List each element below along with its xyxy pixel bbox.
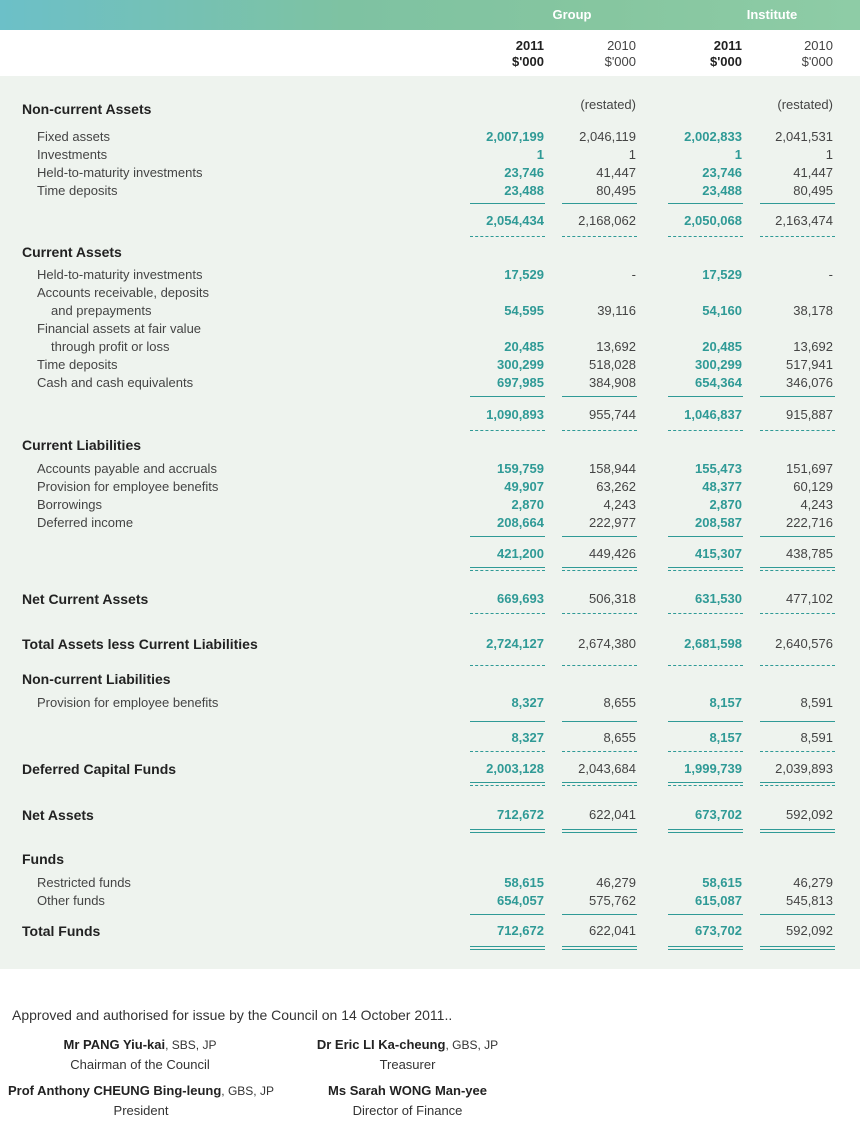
- cell-value: 80,495: [793, 183, 833, 198]
- cell-value: 151,697: [786, 461, 833, 476]
- cell-value: 13,692: [596, 339, 636, 354]
- col-institute-2010: [802, 38, 833, 70]
- row-label: Held-to-maturity investments: [37, 267, 203, 282]
- cell-value: 23,488: [504, 183, 544, 198]
- rule: [760, 567, 835, 571]
- rule: [562, 829, 637, 833]
- cell-value: 415,307: [695, 546, 742, 561]
- rule: [760, 829, 835, 833]
- cell-value: 2,168,062: [578, 213, 636, 228]
- cell-value: 2,046,119: [579, 129, 636, 144]
- cell-value: 158,944: [589, 461, 636, 476]
- cell-value: 1: [734, 147, 742, 162]
- cell-value: 20,485: [504, 339, 544, 354]
- cell-value: 1: [825, 147, 833, 162]
- cell-value: 208,664: [497, 515, 544, 530]
- cell-value: 17,529: [504, 267, 544, 282]
- section-heading-row: [0, 671, 860, 689]
- rule: [668, 536, 743, 537]
- row-label: Investments: [37, 147, 108, 162]
- rule: [668, 203, 743, 204]
- year-label: 2011: [713, 38, 742, 53]
- cell-value: 2,039,893: [775, 761, 833, 776]
- signatory: [6, 1081, 276, 1120]
- rule: [470, 829, 545, 833]
- rule: [470, 536, 545, 537]
- subtotal-row: [0, 407, 860, 425]
- rule: [760, 536, 835, 537]
- table-row: [0, 267, 860, 285]
- cell-value: 58,615: [702, 875, 742, 890]
- row-label: Time deposits: [37, 357, 118, 372]
- year-label: 2010: [804, 38, 833, 53]
- rule: [668, 567, 743, 571]
- summary-row: [0, 807, 860, 825]
- year-label: 2010: [607, 38, 636, 53]
- cell-value: 2,003,128: [486, 761, 544, 776]
- rule: [470, 946, 545, 950]
- institute-column-heading: Institute: [746, 7, 798, 22]
- cell-value: 41,447: [596, 165, 636, 180]
- cell-value: 208,587: [695, 515, 742, 530]
- table-row: [0, 515, 860, 533]
- section-title: Total Funds: [22, 923, 101, 939]
- cell-value: 955,744: [589, 407, 636, 422]
- year-label: 2011: [515, 38, 544, 53]
- cell-value: 622,041: [589, 923, 636, 938]
- cell-value: 8,591: [800, 730, 833, 745]
- section-title: Non-current Assets: [22, 101, 152, 117]
- section-heading-row: [0, 97, 860, 119]
- cell-value: 545,813: [786, 893, 833, 908]
- cell-value: 673,702: [695, 923, 742, 938]
- cell-value: 575,762: [589, 893, 636, 908]
- rule: [470, 430, 545, 431]
- subtotal-row: [0, 213, 860, 231]
- rule: [668, 665, 743, 666]
- cell-value: 673,702: [695, 807, 742, 822]
- section-heading-row: [0, 437, 860, 455]
- section-title: Total Assets less Current Liabilities: [22, 636, 258, 652]
- cell-value: 631,530: [695, 591, 742, 606]
- cell-value: 346,076: [786, 375, 833, 390]
- cell-value: 915,887: [786, 407, 833, 422]
- table-row: [0, 893, 860, 911]
- approval-footer: [0, 969, 860, 1129]
- cell-value: 654,057: [497, 893, 544, 908]
- section-heading-row: [0, 851, 860, 869]
- rule: [562, 236, 637, 237]
- cell-value: 46,279: [596, 875, 636, 890]
- table-row: [0, 165, 860, 183]
- cell-value: 80,495: [596, 183, 636, 198]
- cell-value: 2,870: [709, 497, 742, 512]
- summary-row: [0, 591, 860, 609]
- cell-value: 300,299: [497, 357, 544, 372]
- rule: [562, 203, 637, 204]
- cell-value: 23,746: [702, 165, 742, 180]
- rule: [470, 751, 545, 752]
- col-group-2011: [512, 38, 544, 70]
- rule: [562, 567, 637, 571]
- rule: [562, 665, 637, 666]
- row-label: and prepayments: [51, 303, 152, 318]
- cell-value: 58,615: [504, 875, 544, 890]
- subtotal-row: [0, 546, 860, 564]
- row-label: Time deposits: [37, 183, 118, 198]
- cell-value: 2,050,068: [684, 213, 742, 228]
- rule: [760, 914, 835, 915]
- rule: [668, 782, 743, 786]
- cell-value: 222,716: [786, 515, 833, 530]
- rule: [668, 751, 743, 752]
- cell-value: 592,092: [786, 923, 833, 938]
- signatory-honours: , SBS, JP: [165, 1038, 217, 1052]
- row-label: through profit or loss: [51, 339, 170, 354]
- unit-label: $'000: [709, 54, 742, 69]
- restated-note: (restated): [777, 97, 833, 112]
- cell-value: 518,028: [589, 357, 636, 372]
- rule: [562, 430, 637, 431]
- rule: [562, 536, 637, 537]
- cell-value: 39,116: [597, 303, 636, 318]
- table-row: [0, 357, 860, 375]
- cell-value: 8,655: [603, 695, 636, 710]
- rule: [562, 751, 637, 752]
- rule: [470, 396, 545, 397]
- signatory-honours: , GBS, JP: [445, 1038, 499, 1052]
- cell-value: 2,043,684: [578, 761, 636, 776]
- rule: [668, 829, 743, 833]
- header-bar: [0, 0, 860, 30]
- cell-value: 159,759: [497, 461, 544, 476]
- row-label: Restricted funds: [37, 875, 131, 890]
- cell-value: 2,724,127: [486, 636, 544, 651]
- table-row: [0, 303, 860, 321]
- row-label: Other funds: [37, 893, 105, 908]
- signatory-role: Director of Finance: [352, 1103, 463, 1118]
- cell-value: 13,692: [793, 339, 833, 354]
- rule: [668, 914, 743, 915]
- summary-row: [0, 636, 860, 654]
- row-label: Fixed assets: [37, 129, 110, 144]
- cell-value: 17,529: [702, 267, 742, 282]
- rule: [562, 782, 637, 786]
- cell-value: 49,907: [504, 479, 544, 494]
- rule: [668, 721, 743, 722]
- cell-value: 8,591: [800, 695, 833, 710]
- cell-value: 8,157: [709, 730, 742, 745]
- rule: [470, 613, 545, 614]
- signatory-name: Mr PANG Yiu-kai: [63, 1037, 166, 1052]
- signatory-name: Dr Eric LI Ka-cheung: [316, 1037, 446, 1052]
- subtotal-row: [0, 730, 860, 748]
- rule: [470, 567, 545, 571]
- cell-value: 23,746: [504, 165, 544, 180]
- rule: [470, 782, 545, 786]
- rule: [668, 946, 743, 950]
- table-row: [0, 461, 860, 479]
- signatory: [40, 1035, 240, 1074]
- rule: [562, 613, 637, 614]
- cell-value: 384,908: [589, 375, 636, 390]
- cell-value: 4,243: [800, 497, 833, 512]
- rule: [760, 396, 835, 397]
- cell-value: 63,262: [596, 479, 636, 494]
- cell-value: 697,985: [497, 375, 544, 390]
- cell-value: 2,163,474: [775, 213, 833, 228]
- cell-value: 2,674,380: [578, 636, 636, 651]
- cell-value: 438,785: [786, 546, 833, 561]
- cell-value: 506,318: [589, 591, 636, 606]
- cell-value: 23,488: [702, 183, 742, 198]
- table-row: [0, 375, 860, 393]
- cell-value: 421,200: [497, 546, 544, 561]
- cell-value: 477,102: [786, 591, 833, 606]
- cell-value: 8,327: [511, 730, 544, 745]
- rule: [470, 236, 545, 237]
- signatory-role: Chairman of the Council: [70, 1057, 210, 1072]
- unit-label: $'000: [511, 54, 544, 69]
- cell-value: 2,054,434: [486, 213, 544, 228]
- table-row: [0, 695, 860, 713]
- cell-value: 1,999,739: [684, 761, 742, 776]
- rule: [562, 946, 637, 950]
- signatory-role: President: [113, 1103, 169, 1118]
- section-heading-row: [0, 244, 860, 262]
- cell-value: 300,299: [695, 357, 742, 372]
- table-row: [0, 285, 860, 303]
- section-title: Net Assets: [22, 807, 94, 823]
- rule: [668, 430, 743, 431]
- section-title: Non-current Liabilities: [22, 671, 171, 687]
- rule: [470, 914, 545, 915]
- row-label: Cash and cash equivalents: [37, 375, 194, 390]
- section-title: Deferred Capital Funds: [22, 761, 177, 777]
- rule: [562, 914, 637, 915]
- table-row: [0, 321, 860, 339]
- rule: [760, 430, 835, 431]
- row-label: Provision for employee benefits: [37, 695, 219, 710]
- section-title: Funds: [22, 851, 64, 867]
- cell-value: 712,672: [497, 923, 544, 938]
- section-title: Net Current Assets: [22, 591, 149, 607]
- cell-value: 2,681,598: [684, 636, 742, 651]
- rule: [760, 721, 835, 722]
- column-headings: [0, 30, 860, 76]
- cell-value: 1,090,893: [486, 407, 544, 422]
- cell-value: -: [631, 267, 636, 282]
- summary-row: [0, 761, 860, 779]
- rule: [760, 236, 835, 237]
- cell-value: 20,485: [702, 339, 742, 354]
- cell-value: 155,473: [695, 461, 742, 476]
- cell-value: 4,243: [603, 497, 636, 512]
- cell-value: 622,041: [589, 807, 636, 822]
- cell-value: 46,279: [793, 875, 833, 890]
- cell-value: 592,092: [786, 807, 833, 822]
- row-label: Provision for employee benefits: [37, 479, 219, 494]
- rule: [760, 665, 835, 666]
- cell-value: 654,364: [695, 375, 742, 390]
- row-label: Accounts payable and accruals: [37, 461, 217, 476]
- rule: [760, 946, 835, 950]
- cell-value: 1: [628, 147, 636, 162]
- table-row: [0, 183, 860, 201]
- rule: [760, 613, 835, 614]
- cell-value: 2,870: [511, 497, 544, 512]
- restated-note: (restated): [580, 97, 636, 112]
- cell-value: 8,327: [511, 695, 544, 710]
- table-row: [0, 875, 860, 893]
- cell-value: 517,941: [786, 357, 833, 372]
- rule: [470, 203, 545, 204]
- row-label: Financial assets at fair value: [37, 321, 202, 336]
- signatory-name: Ms Sarah WONG Man-yee: [328, 1083, 487, 1098]
- cell-value: 54,160: [702, 303, 742, 318]
- rule: [562, 721, 637, 722]
- cell-value: 2,640,576: [775, 636, 833, 651]
- cell-value: -: [828, 267, 833, 282]
- cell-value: 38,178: [793, 303, 833, 318]
- cell-value: 2,041,531: [775, 129, 833, 144]
- row-label: Deferred income: [37, 515, 134, 530]
- cell-value: 615,087: [695, 893, 742, 908]
- cell-value: 41,447: [793, 165, 833, 180]
- rule: [562, 396, 637, 397]
- cell-value: 60,129: [793, 479, 833, 494]
- signatory: [310, 1081, 505, 1120]
- cell-value: 712,672: [497, 807, 544, 822]
- cell-value: 8,655: [603, 730, 636, 745]
- rule: [760, 203, 835, 204]
- col-institute-2011: [710, 38, 742, 70]
- signatory: [305, 1035, 510, 1074]
- rule: [668, 613, 743, 614]
- cell-value: 1: [536, 147, 544, 162]
- signatory-name: Prof Anthony CHEUNG Bing-leung: [8, 1083, 222, 1098]
- table-row: [0, 339, 860, 357]
- cell-value: 8,157: [709, 695, 742, 710]
- row-label: Accounts receivable, deposits: [37, 285, 209, 300]
- cell-value: 54,595: [504, 303, 544, 318]
- table-row: [0, 497, 860, 515]
- col-group-2010: [605, 38, 636, 70]
- section-title: Current Assets: [22, 244, 122, 260]
- rule: [760, 782, 835, 786]
- cell-value: 2,002,833: [684, 129, 742, 144]
- rule: [668, 396, 743, 397]
- signatory-honours: , GBS, JP: [221, 1084, 274, 1098]
- rule: [470, 665, 545, 666]
- cell-value: 1,046,837: [684, 407, 742, 422]
- table-row: [0, 479, 860, 497]
- unit-label: $'000: [604, 54, 636, 69]
- cell-value: 48,377: [702, 479, 742, 494]
- cell-value: 449,426: [589, 546, 636, 561]
- cell-value: 222,977: [589, 515, 636, 530]
- cell-value: 669,693: [497, 591, 544, 606]
- rule: [668, 236, 743, 237]
- group-column-heading: Group: [552, 7, 592, 22]
- summary-row: [0, 923, 860, 941]
- rule: [760, 751, 835, 752]
- signatory-role: Treasurer: [379, 1057, 436, 1072]
- table-row: [0, 129, 860, 147]
- approval-statement: Approved and authorised for issue by the Council on 14 October 2011..: [12, 1007, 453, 1023]
- cell-value: 2,007,199: [486, 129, 544, 144]
- rule: [470, 721, 545, 722]
- row-label: Held-to-maturity investments: [37, 165, 203, 180]
- unit-label: $'000: [801, 54, 833, 69]
- table-row: [0, 147, 860, 165]
- section-title: Current Liabilities: [22, 437, 142, 453]
- row-label: Borrowings: [37, 497, 103, 512]
- balance-sheet-panel: [0, 76, 860, 969]
